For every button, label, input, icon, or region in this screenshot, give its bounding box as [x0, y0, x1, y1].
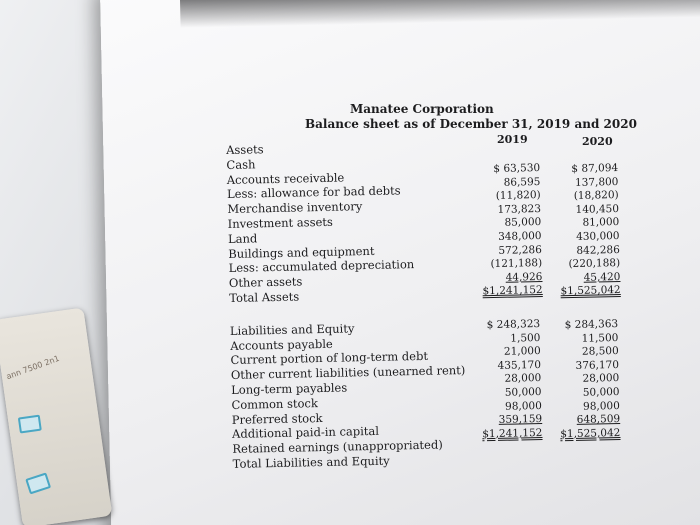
- assets-2019-column: [452, 162, 543, 300]
- cell-value: (220,188): [568, 257, 621, 271]
- column-header-2019: 2019: [497, 133, 528, 146]
- row-label: Less: allowance for bad debts: [226, 183, 401, 202]
- row-labels: [226, 138, 467, 472]
- row-label: Preferred stock: [231, 410, 323, 427]
- company-title: Manatee Corporation: [350, 102, 494, 116]
- cell-value: 21,000: [503, 345, 541, 358]
- card-text: ann 7500 2n1: [5, 353, 61, 382]
- statement-subtitle: Balance sheet as of December 31, 2019 and 2020: [305, 117, 637, 131]
- cell-value: 430,000: [576, 229, 620, 243]
- cell-value: 50,000: [504, 385, 542, 399]
- cell-value: (18,820): [573, 189, 619, 203]
- row-label: Common stock: [231, 395, 318, 412]
- liabilities-2020-column: [530, 318, 621, 442]
- row-label: Accounts receivable: [226, 170, 345, 187]
- row-label: Buildings and equipment: [228, 243, 375, 261]
- cell-value: 173,823: [497, 202, 542, 216]
- cell-value: (121,188): [490, 257, 543, 271]
- cell-value: 348,000: [498, 229, 542, 243]
- cell-value: 11,500: [581, 331, 619, 345]
- row-label: Retained earnings (unappropriated): [232, 437, 443, 457]
- cell-value: 28,000: [504, 372, 542, 386]
- cell-value: 359,159: [498, 413, 543, 427]
- row-label: Cash: [226, 157, 256, 172]
- assets-heading: Assets: [226, 142, 264, 157]
- cell-value: 28,000: [582, 372, 620, 386]
- cell-value: 98,000: [582, 399, 620, 413]
- row-label: Other current liabilities (unearned rent): [230, 363, 466, 383]
- row-label: Accounts payable: [230, 336, 333, 353]
- liabilities-heading: Liabilities and Equity: [229, 321, 355, 338]
- cell-value: 98,000: [504, 399, 542, 413]
- cell-value: 81,000: [582, 216, 620, 230]
- cell-value: 648,509: [576, 413, 621, 427]
- card-logo-icon: [25, 472, 51, 494]
- assets-2020-column: [530, 162, 621, 300]
- row-label: Long-term payables: [231, 380, 348, 397]
- cell-value: $ 248,323: [486, 318, 541, 332]
- liabilities-2019-column: [452, 318, 543, 442]
- total-liabilities-label: Total Liabilities and Equity: [232, 453, 390, 471]
- row-label: Land: [227, 231, 258, 246]
- cell-value: $ 63,530: [493, 162, 541, 175]
- cell-value: 85,000: [504, 216, 542, 230]
- cell-value: 572,286: [498, 243, 542, 257]
- row-label: Additional paid-in capital: [231, 424, 380, 442]
- cell-value: 842,286: [576, 243, 620, 257]
- row-label: Current portion of long-term debt: [230, 349, 429, 368]
- cell-value: 1,500: [510, 331, 541, 345]
- total-assets-label: Total Assets: [229, 289, 300, 305]
- card-chip-icon: [18, 415, 42, 434]
- total-liabilities-2020: $1,525,042: [560, 426, 621, 440]
- cell-value: $ 284,363: [564, 318, 619, 332]
- cell-value: 45,420: [583, 270, 621, 284]
- row-label: Investment assets: [227, 214, 333, 231]
- cell-value: 137,800: [574, 175, 619, 189]
- cell-value: (11,820): [495, 189, 541, 203]
- cell-value: 50,000: [582, 385, 620, 399]
- row-label: Less: accumulated depreciation: [228, 257, 415, 276]
- cell-value: 28,500: [581, 345, 619, 358]
- cell-value: 376,170: [575, 358, 620, 372]
- cell-value: 140,450: [575, 202, 620, 216]
- cell-value: $ 87,094: [571, 162, 619, 175]
- row-label: Other assets: [228, 274, 303, 291]
- column-header-2020: 2020: [582, 135, 613, 148]
- total-assets-2020: $1,525,042: [560, 284, 621, 298]
- cell-value: 435,170: [497, 358, 542, 372]
- total-assets-2019: $1,241,152: [482, 284, 543, 298]
- cell-value: 86,595: [503, 175, 541, 189]
- total-liabilities-2019: $1,241,152: [482, 426, 543, 440]
- cell-value: 44,926: [505, 270, 543, 284]
- row-label: Merchandise inventory: [227, 199, 363, 217]
